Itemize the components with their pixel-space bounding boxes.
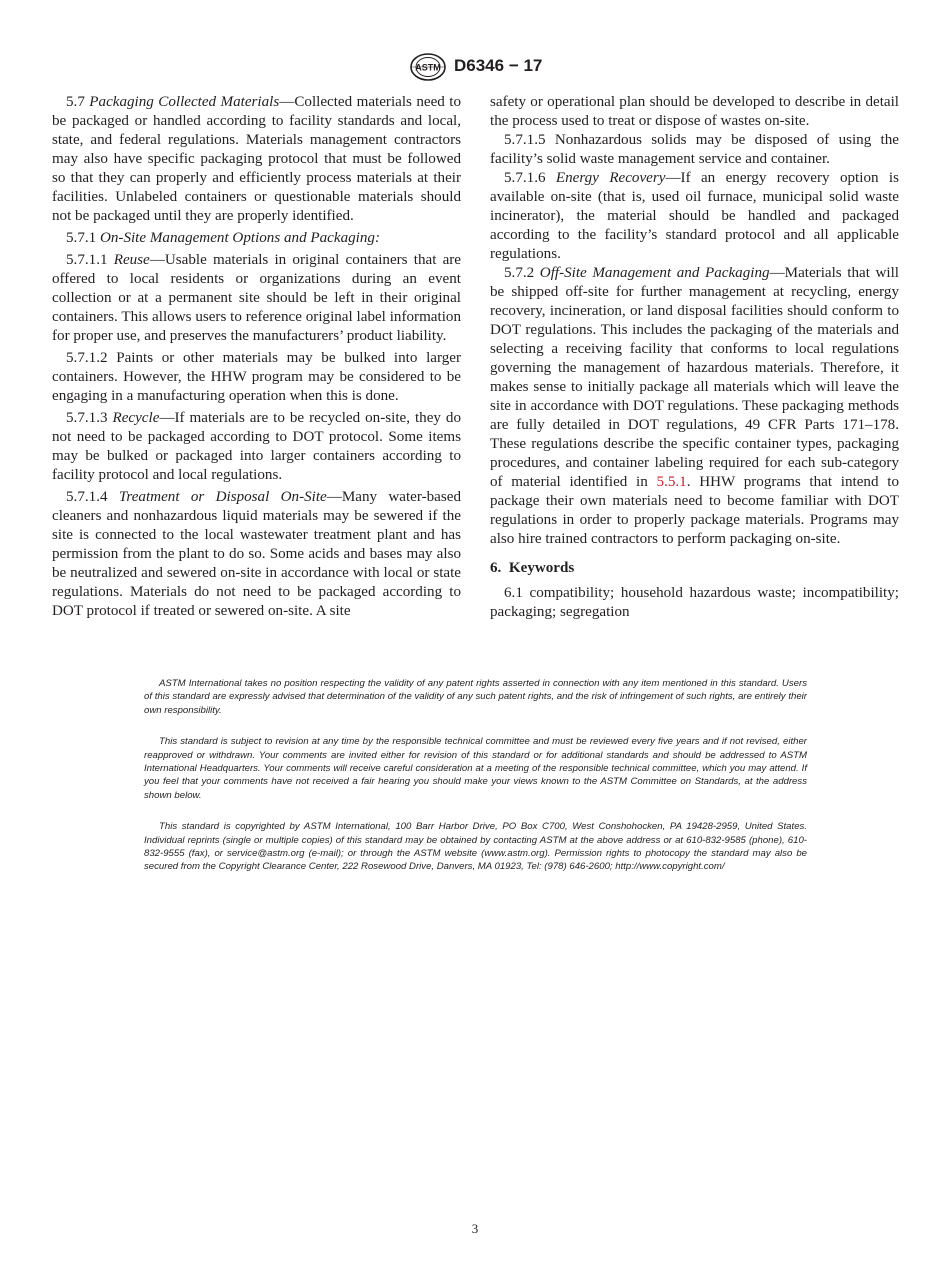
- section-number: 5.7.1.6: [504, 170, 546, 186]
- section-5-7-2: [490, 264, 899, 549]
- continued-text: safety or operational plan should be developed to describe in detail the process used to treat or dispose of wastes on-site.: [490, 94, 899, 129]
- section-title: Recycle: [112, 410, 160, 426]
- section-number: 5.7.1.3: [66, 410, 108, 426]
- standard-designation: D6346 − 17: [454, 56, 543, 75]
- legal-notices: [144, 677, 807, 892]
- section-number: 5.7.1.2: [66, 350, 108, 366]
- page-header: [0, 52, 950, 86]
- section-number: 6.1: [504, 585, 523, 601]
- section-5-7-1-6: [490, 169, 899, 264]
- section-5-7: [52, 93, 461, 226]
- section-text: —Materials that will be shipped off-site for further management at recycling, energy recovery, incineration, or land disposal facilities should conform to DOT regulations. This includes the packaging of the materials and selecting a receiving facility that conforms to local regulations governing the management of hazardous materials. Therefore, it makes sense to initially package all materials which will leave the site in accordance with DOT regulations. These packaging methods are fully detailed in DOT regulations, 49 CFR Parts 171–178. These regulations describe the specific container types, packaging procedures, and container labeling required for each sub-category of material identified in: [490, 265, 899, 490]
- section-title: Reuse: [113, 252, 150, 268]
- section-text: Nonhazardous solids may be disposed of using the facility’s solid waste management service and container.: [490, 132, 899, 167]
- section-5-7-1-4: [52, 488, 461, 621]
- section-title: Packaging Collected Materials: [89, 94, 280, 110]
- section-reference-link[interactable]: 5.5.1: [656, 474, 687, 490]
- section-text: —Many water-based cleaners and nonhazardous liquid materials may be sewered if the site is connected to the local wastewater treatment plant and has permission from the plant to do so. Some acids and bases may also be neutralized and sewered on-site in accordance with local or state regulations. Materials do not need to be packaged according to DOT protocol if treated or sewered on-site. A site: [52, 489, 461, 619]
- section-number: 5.7.1.1: [66, 252, 108, 268]
- patent-notice: ASTM International takes no position respecting the validity of any patent rights asserted in connection with any item mentioned in this standard. Users of this standard are expressly advised that determination of the validity of any such patent rights, and the risk of infringement of such rights, are entirely their own responsibility.: [144, 678, 807, 716]
- section-5-7-1: [52, 229, 461, 248]
- section-number: 5.7.2: [504, 265, 535, 281]
- section-text: —Usable materials in original containers that are offered to local residents or organizations during an event collection or at a permanent site should be left in their original containers. This allows users to reference original label information for proper use, and preserves the manufacturers’ product liability.: [52, 252, 461, 344]
- heading-number: 6.: [490, 560, 502, 576]
- section-number: 5.7.1: [66, 230, 97, 246]
- section-5-7-1-5: [490, 131, 899, 169]
- section-text: —Collected materials need to be packaged or handled according to facility standards and local, state, and federal regulations. Materials management contractors may also have specific packaging protocol that must be followed so that they can properly and efficiently process materials at their facilities. Unlabeled containers or questionable materials should not be packaged until they are properly identified.: [52, 94, 461, 224]
- section-5-7-1-1: [52, 251, 461, 346]
- section-title: Energy Recovery: [555, 170, 666, 186]
- section-text: Paints or other materials may be bulked into larger containers. However, the HHW program may be considered to be engaging in a manufacturing operation when this is done.: [52, 350, 461, 404]
- heading-title: Keywords: [508, 560, 575, 576]
- section-text: —If an energy recovery option is available on-site (that is, used oil furnace, municipal solid waste incinerator), the material should be handled and packaged according to the facility’s standard protocol and all applicable regulations.: [490, 170, 899, 262]
- section-text: . HHW programs that intend to package their own materials need to become familiar with DOT regulations in order to properly package materials. Programs may also hire trained contractors to perform packaging on-site.: [490, 474, 899, 547]
- section-number: 5.7.1.5: [504, 132, 546, 148]
- section-5-7-1-2: [52, 349, 461, 406]
- revision-notice: This standard is subject to revision at any time by the responsible technical committee and must be reviewed every five years and if not revised, either reapproved or withdrawn. Your comments are invited either for revision of this standard or for additional standards and should be addressed to ASTM International Headquarters. Your comments will receive careful consideration at a meeting of the responsible technical committee, which you may attend. If you feel that your comments have not received a fair hearing you should make your views known to the ASTM Committee on Standards, at the address shown below.: [144, 736, 807, 801]
- section-text: —If materials are to be recycled on-site, they do not need to be packaged according to DOT protocol. Some items may be bulked or packaged into larger containers according to facility protocol and local regulations.: [52, 410, 461, 483]
- section-6-1: [490, 584, 899, 622]
- left-column: [52, 93, 461, 621]
- astm-logo-icon: [408, 52, 448, 82]
- section-5-7-1-3: [52, 409, 461, 485]
- section-number: 5.7: [66, 94, 85, 110]
- section-title: Treatment or Disposal On-Site: [118, 489, 327, 505]
- section-6-heading: [490, 559, 899, 578]
- logo-text: ASTM: [415, 62, 441, 73]
- copyright-notice: This standard is copyrighted by ASTM International, 100 Barr Harbor Drive, PO Box C700, West Conshohocken, PA 19428-2959, United States. Individual reprints (single or multiple copies) of this standard may be obtained by contacting ASTM at the above address or at 610-832-9585 (phone), 610-832-9555 (fax), or service@astm.org (e-mail); or through the ASTM website (www.astm.org). Permission rights to photocopy the standard may also be secured from the Copyright Clearance Center, 222 Rosewood Drive, Danvers, MA 01923, Tel: (978) 646-2600; http://www.copyright.com/: [144, 821, 807, 873]
- right-column: [490, 93, 899, 622]
- section-title: Off-Site Management and Packaging: [539, 265, 770, 281]
- section-number: 5.7.1.4: [66, 489, 108, 505]
- page-number: 3: [471, 1221, 479, 1236]
- section-text: compatibility; household hazardous waste; incompatibility; packaging; segregation: [490, 585, 899, 620]
- section-title: On-Site Management Options and Packaging:: [99, 230, 380, 246]
